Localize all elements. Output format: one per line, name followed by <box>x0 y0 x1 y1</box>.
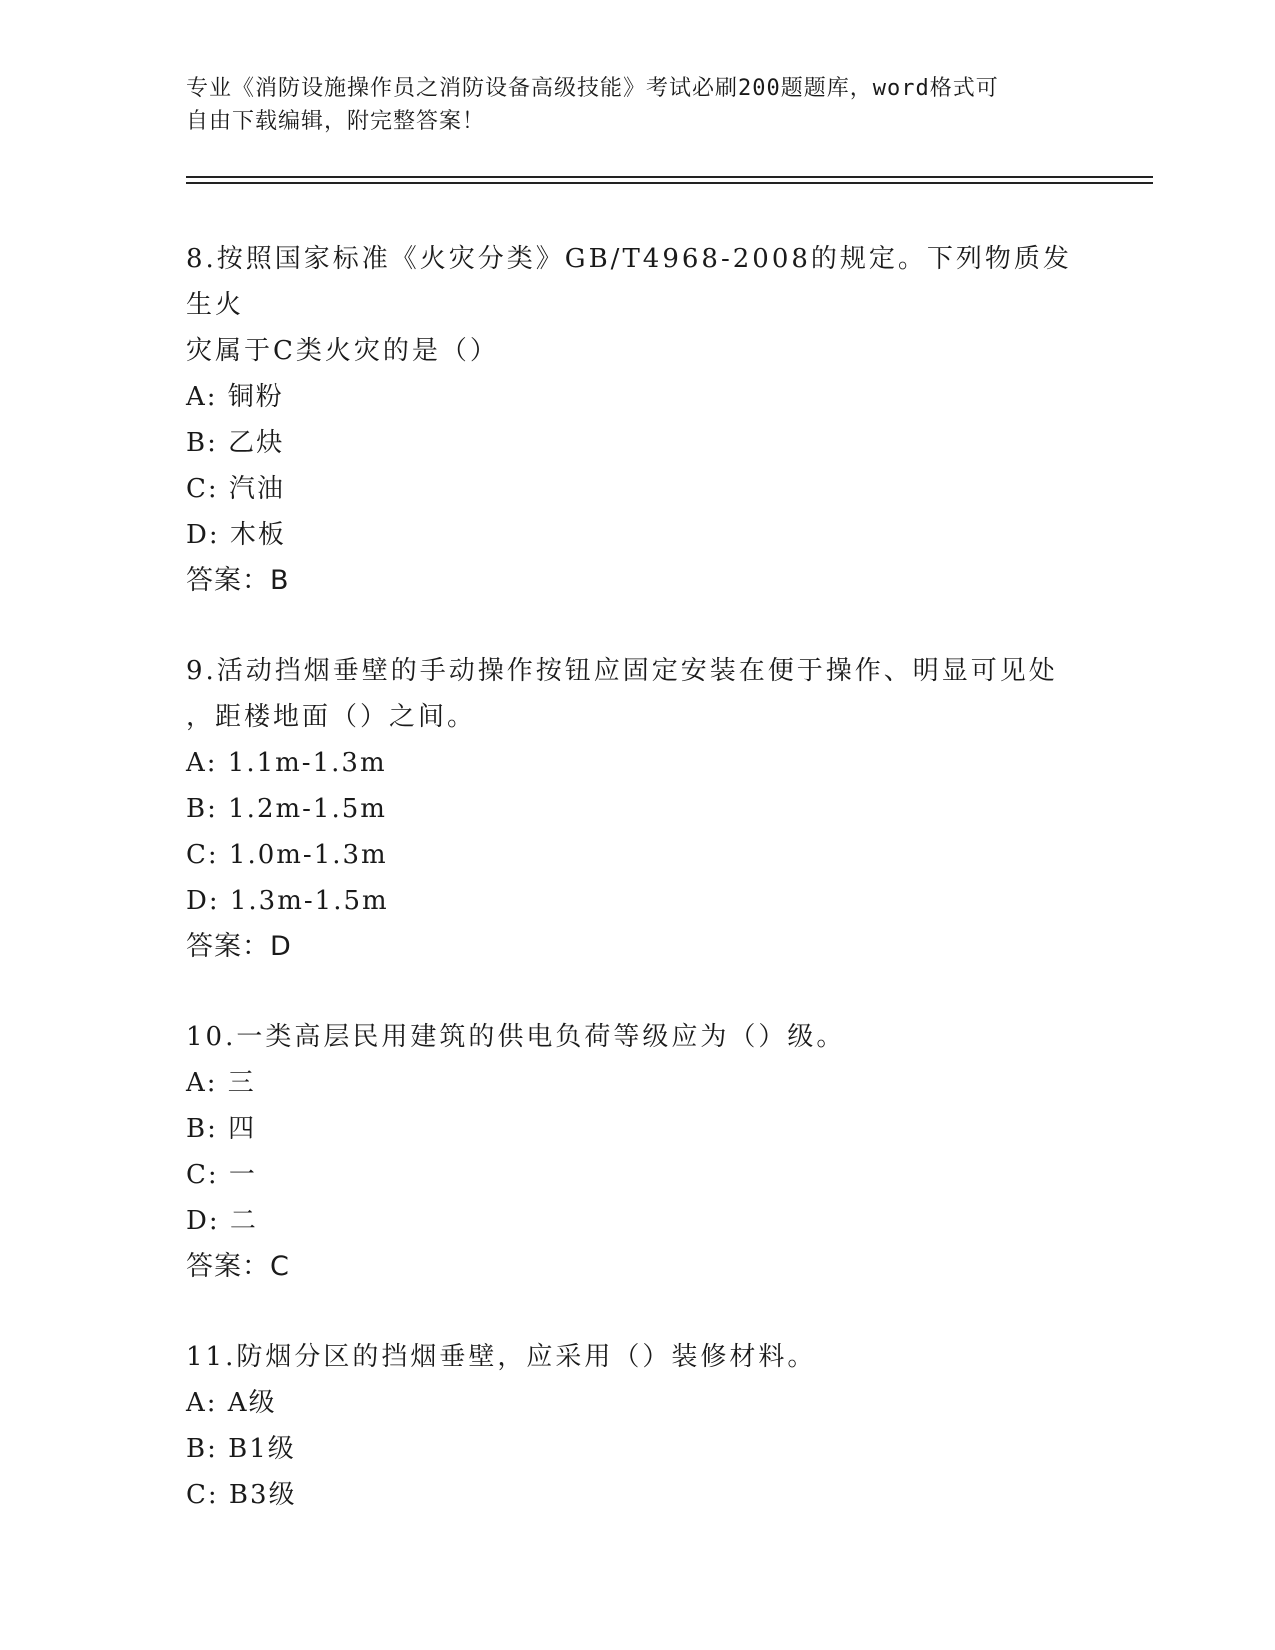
answer: 答案：C <box>186 1251 290 1282</box>
option-d: D: 1.3m-1.5m <box>186 886 389 916</box>
header-line-2: 自由下载编辑，附完整答案！ <box>186 109 486 134</box>
question-stem-line: 11.防烟分区的挡烟垂壁，应采用（）装修材料。 <box>186 1342 817 1372</box>
option-c: C: 汽油 <box>186 474 285 504</box>
question-stem-line: 8.按照国家标准《火灾分类》GB/T4968-2008的规定。下列物质发生火 <box>186 244 1072 320</box>
question-stem-line: 9.活动挡烟垂壁的手动操作按钮应固定安装在便于操作、明显可见处 <box>186 656 1058 686</box>
question-8 <box>186 236 1086 604</box>
option-a: A: A级 <box>186 1388 277 1418</box>
document-header <box>186 72 1086 138</box>
option-b: B: 四 <box>186 1114 257 1144</box>
question-stem-line: ，距楼地面（）之间。 <box>186 702 477 732</box>
option-b: B: 乙炔 <box>186 428 285 458</box>
answer: 答案：B <box>186 565 290 596</box>
option-b: B: 1.2m-1.5m <box>186 794 387 824</box>
option-b: B: B1级 <box>186 1434 296 1464</box>
question-stem <box>186 236 1086 374</box>
option-d: D: 木板 <box>186 520 286 550</box>
option-a: A: 三 <box>186 1068 256 1098</box>
option-c: C: 1.0m-1.3m <box>186 840 388 870</box>
question-stem <box>186 1334 1086 1380</box>
question-9 <box>186 648 1086 970</box>
answer: 答案：D <box>186 931 292 962</box>
option-d: D: 二 <box>186 1206 258 1236</box>
option-c: C: 一 <box>186 1160 257 1190</box>
question-stem <box>186 648 1086 740</box>
option-c: C: B3级 <box>186 1480 297 1510</box>
question-stem-line: 10.一类高层民用建筑的供电负荷等级应为（）级。 <box>186 1022 846 1052</box>
header-line-1: 专业《消防设施操作员之消防设备高级技能》考试必刷200题题库，word格式可 <box>186 76 999 101</box>
question-list <box>186 236 1086 1562</box>
header-divider-top <box>186 176 1153 178</box>
header-divider-bottom <box>186 182 1153 184</box>
option-a: A: 1.1m-1.3m <box>186 748 387 778</box>
question-stem-line: 灾属于C类火灾的是（） <box>186 336 499 366</box>
question-11 <box>186 1334 1086 1518</box>
option-a: A: 铜粉 <box>186 382 284 412</box>
question-stem <box>186 1014 1086 1060</box>
question-10 <box>186 1014 1086 1290</box>
